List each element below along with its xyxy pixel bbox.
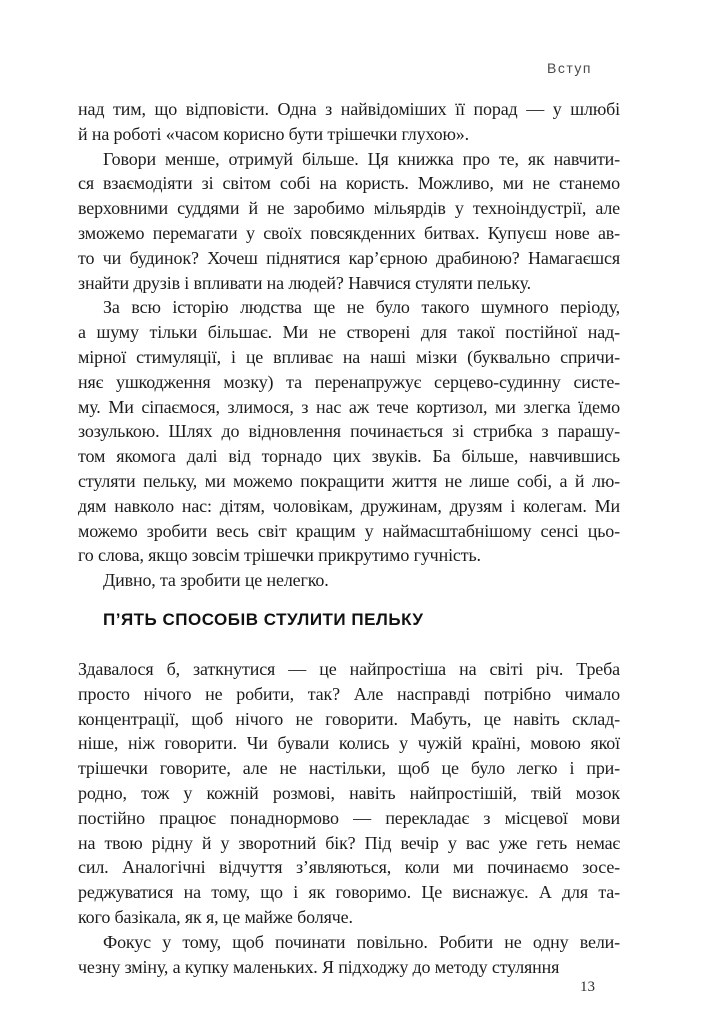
text-line: трішечки говорите, але не настільки, щоб це було легко і при-: [78, 758, 620, 779]
text-line: можемо зробити весь світ кращим у наймасштабнішому сенсі цьо-: [78, 520, 620, 541]
paragraph: [78, 930, 620, 980]
text-line: сил. Аналогічні відчуття з’являються, коли ми починаємо зосе-: [78, 857, 620, 878]
text-line: го слова, якщо зовсім трішечки прикрутимо гучність.: [78, 545, 481, 566]
text-line: Фокус у тому, щоб починати повільно. Робити не одну вели-: [103, 931, 620, 952]
text-line: Говори менше, отримуй більше. Ця книжка про те, як навчити-: [103, 148, 620, 169]
text-line: а шуму тільки більшає. Ми не створені для такої постійної над-: [78, 322, 620, 343]
text-line: Здавалося б, заткнутися — це найпростіша на світі річ. Треба: [78, 658, 620, 679]
text-line: родно, тож у кожній розмові, навіть найпростішій, твій мозок: [78, 782, 620, 803]
paragraph: [78, 657, 620, 930]
paragraph: [78, 147, 620, 296]
text-line: За всю історію людства ще не було такого шумного періоду,: [103, 297, 620, 318]
text-line: няє ушкодження мозку) та перенапружує серцево-судинну систе-: [78, 371, 620, 392]
text-line: на твою рідну й у зворотний бік? Під вечір у вас уже геть немає: [78, 832, 620, 853]
text-line: ся взаємодіяти зі світом собі на користь. Можливо, ми не станемо: [78, 173, 620, 194]
paragraph: [78, 295, 620, 568]
text-line: Дивно, та зробити це нелегко.: [103, 570, 329, 591]
text-line: над тим, що відповісти. Одна з найвідоміших її порад — у шлюбі: [78, 99, 620, 119]
text-line: ніше, ніж говорити. Чи бували колись у чужій країні, мовою якої: [78, 733, 620, 754]
text-line: зозулькою. Шлях до відновлення починається зі стрибка з парашу-: [78, 421, 620, 442]
running-head: Вступ: [547, 60, 592, 76]
paragraph: [78, 568, 620, 593]
section-heading: П’ЯТЬ СПОСОБІВ СТУЛИТИ ПЕЛЬКУ: [103, 609, 424, 629]
text-line: постійно працює понаднормово — перекладає з місцевої мови: [78, 807, 620, 828]
text-line: верховними суддями й не заробимо мільярдів у техноіндустрії, але: [78, 198, 620, 219]
paragraph: [78, 97, 620, 147]
text-line: му. Ми сіпаємося, злимося, з нас аж тече кортизол, ми злегка їдемо: [78, 396, 620, 417]
text-line: то чи будинок? Хочеш піднятися кар’єрною драбиною? Намагаєшся: [78, 247, 620, 268]
text-line: чезну зміну, а купку маленьких. Я підходжу до методу стуляння: [78, 956, 560, 977]
text-line: дям навколо нас: дітям, чоловікам, дружинам, друзям і колегам. Ми: [78, 495, 620, 516]
text-line: мірної стимуляції, і це впливає на наші мізки (буквально спричи-: [78, 346, 620, 367]
text-block: [78, 97, 620, 979]
text-line: знайти друзів і впливати на людей? Навчися стуляти пельку.: [78, 272, 531, 293]
text-line: концентрації, щоб нічого не говорити. Мабуть, це навіть склад-: [78, 708, 620, 729]
text-line: й на роботі «часом корисно бути трішечки глухою».: [78, 123, 469, 144]
page-number: 13: [580, 979, 595, 995]
text-line: кого базікала, як я, це майже боляче.: [78, 906, 353, 927]
text-line: просто нічого не робити, так? Але насправді потрібно чимало: [78, 683, 620, 704]
text-line: том якомога далі від торнадо цих звуків. Ба більше, навчившись: [78, 446, 620, 467]
text-line: стуляти пельку, ми можемо покращити життя не лише собі, а й лю-: [78, 470, 620, 491]
text-line: реджуватися на тому, що і як говоримо. Це виснажує. А для та-: [78, 882, 620, 903]
text-line: зможемо перемагати у своїх повсякденних битвах. Купуєш нове ав-: [78, 222, 620, 243]
